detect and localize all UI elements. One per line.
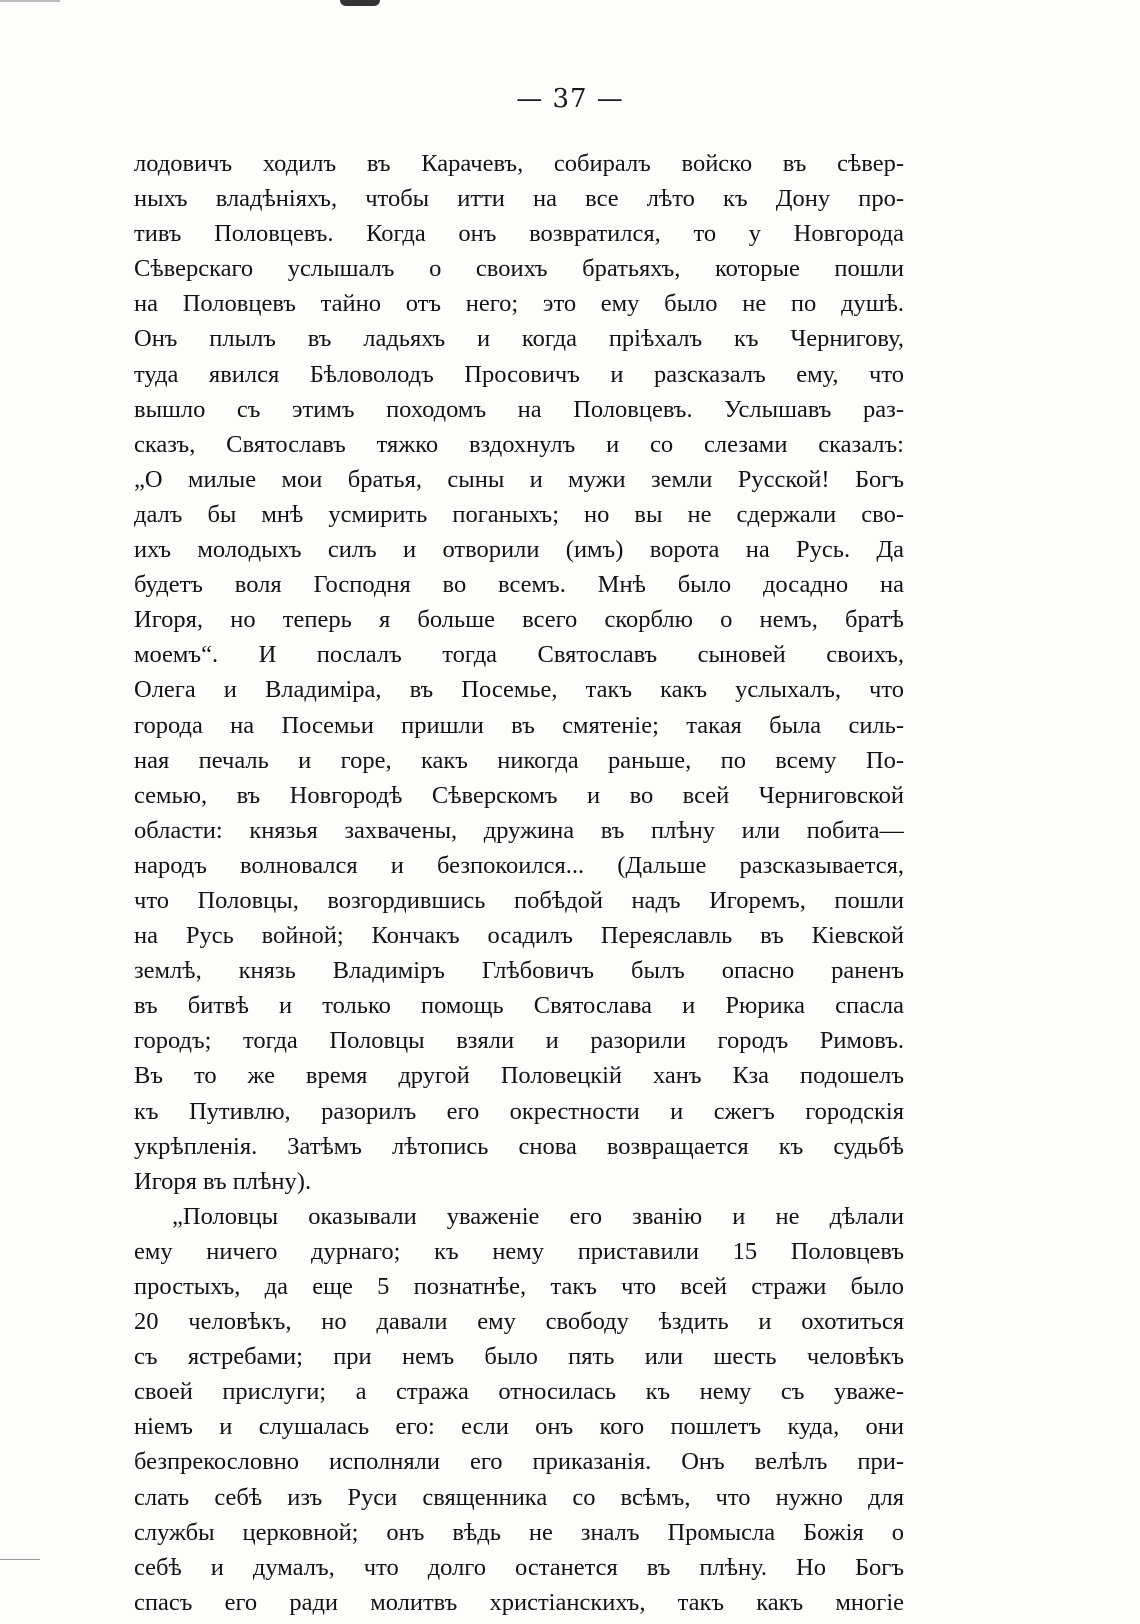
text-line: ему ничего дурнаго; къ нему приставили 15 Половцевъ (134, 1237, 904, 1265)
text-line: вышло съ этимъ походомъ на Половцевъ. Услышавъ раз- (134, 395, 904, 423)
text-line: укрѣпленія. Затѣмъ лѣтопись снова возвращается къ судьбѣ (134, 1132, 904, 1160)
text-line: на Половцевъ тайно отъ него; это ему было не по душѣ. (134, 290, 904, 318)
text-line: городъ; тогда Половцы взяли и разорили городъ Римовъ. (134, 1027, 904, 1055)
scan-artifact-top (340, 0, 380, 6)
body-text (134, 146, 904, 1620)
scan-artifact-bottom (0, 1559, 40, 1560)
text-line: спасъ его ради молитвъ христіанскихъ, такъ какъ многіе (134, 1588, 904, 1616)
text-line: ныхъ владѣніяхъ, чтобы итти на все лѣто къ Дону про- (134, 185, 904, 213)
text-line: „О милые мои братья, сыны и мужи земли Русской! Богъ (134, 465, 904, 493)
text-line: семью, въ Новгородѣ Сѣверскомъ и во всей Черниговской (134, 781, 904, 809)
text-line: города на Посемьи пришли въ смятеніе; такая была силь- (134, 711, 904, 739)
text-line: Игоря въ плѣну). (134, 1167, 312, 1195)
text-line: Игоря, но теперь я больше всего скорблю о немъ, братѣ (134, 606, 904, 634)
page-number: — 37 — (516, 84, 624, 114)
text-line: къ Путивлю, разорилъ его окрестности и сжегъ городскія (134, 1097, 904, 1125)
text-line: простыхъ, да еще 5 познатнѣе, такъ что всей стражи было (134, 1273, 904, 1300)
text-line: области: князья захвачены, дружина въ плѣну или побита— (134, 816, 904, 844)
text-line: далъ бы мнѣ усмирить поганыхъ; но вы не сдержали сво- (134, 500, 904, 528)
text-line: въ битвѣ и только помощь Святослава и Рюрика спасла (134, 992, 904, 1020)
text-line: Онъ плылъ въ ладьяхъ и когда пріѣхалъ къ Чернигову, (134, 325, 904, 353)
text-line: ніемъ и слушалась его: если онъ кого пошлетъ куда, они (134, 1413, 904, 1441)
text-line: тивъ Половцевъ. Когда онъ возвратился, то у Новгорода (134, 220, 904, 248)
scan-artifact-edge (0, 0, 60, 2)
text-line: своей прислуги; а стража относилась къ нему съ уваже- (134, 1378, 904, 1406)
text-line: Въ то же время другой Половецкій ханъ Кза подошелъ (134, 1062, 904, 1090)
text-line: туда явился Бѣловолодъ Просовичъ и разсказалъ ему, что (134, 360, 904, 388)
text-line: себѣ и думалъ, что долго останется въ плѣну. Но Богъ (134, 1553, 904, 1581)
text-line: Сѣверскаго услышалъ о своихъ братьяхъ, которые пошли (134, 255, 904, 283)
text-line: Олега и Владиміра, въ Посемье, такъ какъ услыхалъ, что (134, 676, 904, 704)
text-line: лодовичъ ходилъ въ Карачевъ, собиралъ войско въ сѣвер- (134, 150, 904, 177)
text-line: что Половцы, возгордившись побѣдой надъ Игоремъ, пошли (134, 886, 904, 914)
text-line: народъ волновался и безпокоился... (Дальше разсказывается, (134, 851, 904, 879)
text-line: службы церковной; онъ вѣдь не зналъ Промысла Божія о (134, 1518, 904, 1546)
text-line: землѣ, князь Владиміръ Глѣбовичъ былъ опасно раненъ (134, 957, 904, 985)
text-line: слать себѣ изъ Руси священника со всѣмъ, что нужно для (134, 1483, 904, 1511)
text-line: ихъ молодыхъ силъ и отворили (имъ) ворота на Русь. Да (134, 536, 904, 564)
text-line: безпрекословно исполняли его приказанія. Онъ велѣлъ при- (134, 1448, 904, 1476)
text-line: сказъ, Святославъ тяжко вздохнулъ и со слезами сказалъ: (134, 430, 904, 458)
text-line: на Русь войной; Кончакъ осадилъ Переяславль въ Кіевской (134, 922, 904, 950)
text-line: 20 человѣкъ, но давали ему свободу ѣздить и охотиться (134, 1308, 904, 1336)
text-line: ная печаль и горе, какъ никогда раньше, по всему По- (134, 746, 904, 774)
text-line: съ ястребами; при немъ было пять или шесть человѣкъ (134, 1343, 904, 1371)
text-line: будетъ воля Господня во всемъ. Мнѣ было досадно на (134, 571, 904, 599)
text-line: моемъ“. И послалъ тогда Святославъ сыновей своихъ, (134, 641, 904, 669)
text-line: „Половцы оказывали уваженіе его званію и не дѣлали (172, 1202, 904, 1230)
